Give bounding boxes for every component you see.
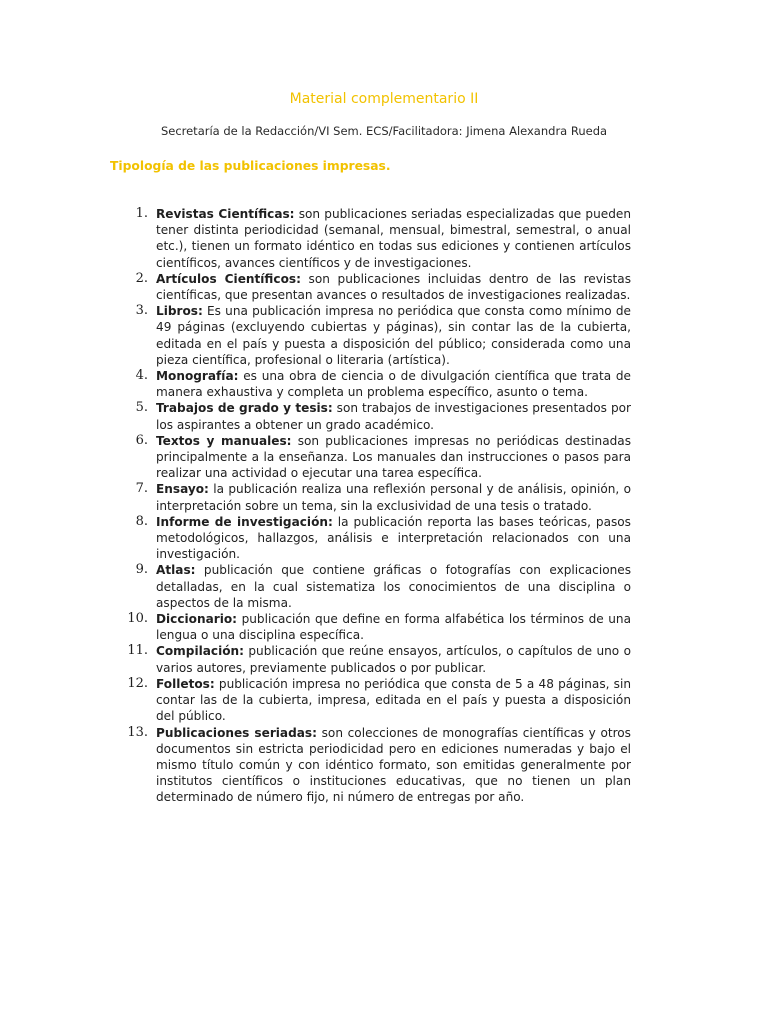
- list-item-text: [156, 643, 631, 675]
- list-item-term: Publicaciones seriadas:: [156, 725, 317, 740]
- list-item: [0, 643, 768, 675]
- list-item: [0, 433, 768, 482]
- list-item-description: es una obra de ciencia o de divulgación científica que trata de manera exhaustiva y completa un problema específico, asunto o tema.: [156, 369, 631, 400]
- publication-types-list: [0, 206, 768, 806]
- list-item-term: Monografía:: [156, 369, 239, 384]
- list-item-description: publicación que reúne ensayos, artículos, o capítulos de uno o varios autores, previamente publicados o por publicar.: [156, 644, 631, 675]
- list-item-text: [156, 725, 631, 806]
- list-item-number: 6.: [135, 432, 148, 448]
- list-item-number: 9.: [135, 562, 148, 578]
- list-item-term: Textos y manuales:: [156, 433, 292, 448]
- list-item-term: Ensayo:: [156, 482, 209, 497]
- list-item-number: 4.: [135, 368, 148, 384]
- list-item-description: Es una publicación impresa no periódica que consta como mínimo de 49 páginas (excluyendo cubiertas y páginas), sin contar las de la cubierta, editada en el país y puesta a disposición del público; considerada como una pieza científica, profesional o literaria (artística).: [156, 304, 631, 367]
- list-item: [0, 611, 768, 643]
- list-item-text: [156, 433, 631, 482]
- list-item-number: 13.: [127, 724, 148, 740]
- list-item: [0, 562, 768, 611]
- list-item-term: Atlas:: [156, 563, 196, 578]
- list-item-term: Trabajos de grado y tesis:: [156, 401, 333, 416]
- list-item: [0, 271, 768, 303]
- list-item-description: son publicaciones impresas no periódicas destinadas principalmente a la enseñanza. Los manuales dan instrucciones o pasos para realizar una actividad o ejecutar una tarea específica.: [156, 433, 631, 481]
- list-item-term: Compilación:: [156, 644, 244, 659]
- list-item-term: Diccionario:: [156, 612, 238, 627]
- list-item-number: 7.: [135, 481, 148, 497]
- section-heading: Tipología de las publicaciones impresas.: [110, 159, 391, 173]
- list-item-description: son colecciones de monografías científicas y otros documentos sin estricta periodicidad pero en ediciones numeradas y bajo el mismo título común y con idéntico formato, son emitidas generalmente por institutos científicos o instituciones educativas, que no tienen un plan determinado de número fijo, ni número de entregas por año.: [156, 725, 631, 805]
- list-item-text: [156, 562, 631, 611]
- list-item-term: Revistas Científicas:: [156, 207, 295, 221]
- list-item: [0, 303, 768, 368]
- list-item-text: [156, 481, 631, 513]
- page-title: Material complementario II: [289, 91, 479, 107]
- list-item-term: Folletos:: [156, 676, 215, 691]
- list-item-text: [156, 368, 631, 400]
- page-subtitle: Secretaría de la Redacción/VI Sem. ECS/Facilitadora: Jimena Alexandra Rueda: [160, 124, 608, 138]
- list-item-description: son publicaciones incluidas dentro de las revistas científicas, que presentan avances o resultados de investigaciones realizadas.: [156, 271, 631, 303]
- list-item-text: [156, 676, 631, 725]
- list-item-text: [156, 514, 631, 563]
- list-item-text: [156, 271, 631, 303]
- list-item-description: publicación que define en forma alfabética los términos de una lengua o una disciplina específica.: [156, 612, 631, 643]
- list-item: [0, 368, 768, 400]
- list-item-number: 5.: [135, 400, 148, 416]
- list-item-description: son trabajos de investigaciones presentados por los aspirantes a obtener un grado académico.: [156, 401, 631, 432]
- list-item-description: publicación impresa no periódica que consta de 5 a 48 páginas, sin contar las de la cubierta, impresa, editada en el país y puesta a disposición del público.: [156, 676, 631, 724]
- list-item-number: 2.: [135, 270, 148, 286]
- list-item-number: 8.: [135, 513, 148, 529]
- list-item: [0, 725, 768, 806]
- list-item: [0, 514, 768, 563]
- list-item-text: [156, 206, 631, 271]
- list-item: [0, 676, 768, 725]
- list-item-description: la publicación realiza una reflexión personal y de análisis, opinión, o interpretación sobre un tema, sin la exclusividad de una tesis o tratado.: [156, 482, 631, 513]
- list-item-number: 3.: [135, 303, 148, 319]
- list-item-term: Artículos Científicos:: [156, 271, 301, 286]
- list-item: [0, 481, 768, 513]
- list-item-number: 12.: [127, 675, 148, 691]
- list-item-number: 10.: [127, 611, 148, 627]
- list-item-description: publicación que contiene gráficas o fotografías con explicaciones detalladas, en la cual sistematiza los conocimientos de una disciplina o aspectos de la misma.: [156, 563, 631, 610]
- list-item-text: [156, 400, 631, 432]
- list-item-text: [156, 611, 631, 643]
- list-item-description: la publicación reporta las bases teóricas, pasos metodológicos, hallazgos, análisis e interpretación relacionados con una investigación.: [156, 514, 631, 562]
- list-item-description: son publicaciones seriadas especializadas que pueden tener distinta periodicidad (semanal, mensual, bimestral, semestral, o anual etc.), tienen un formato idéntico en todas sus ediciones y contienen artículos científicos, avances científicos y de investigaciones.: [156, 207, 631, 270]
- list-item-number: 1.: [135, 206, 148, 221]
- list-item: [0, 400, 768, 432]
- list-item-term: Informe de investigación:: [156, 514, 333, 529]
- list-item-text: [156, 303, 631, 368]
- list-item-term: Libros:: [156, 304, 203, 319]
- list-item: [0, 206, 768, 271]
- list-item-number: 11.: [127, 643, 148, 659]
